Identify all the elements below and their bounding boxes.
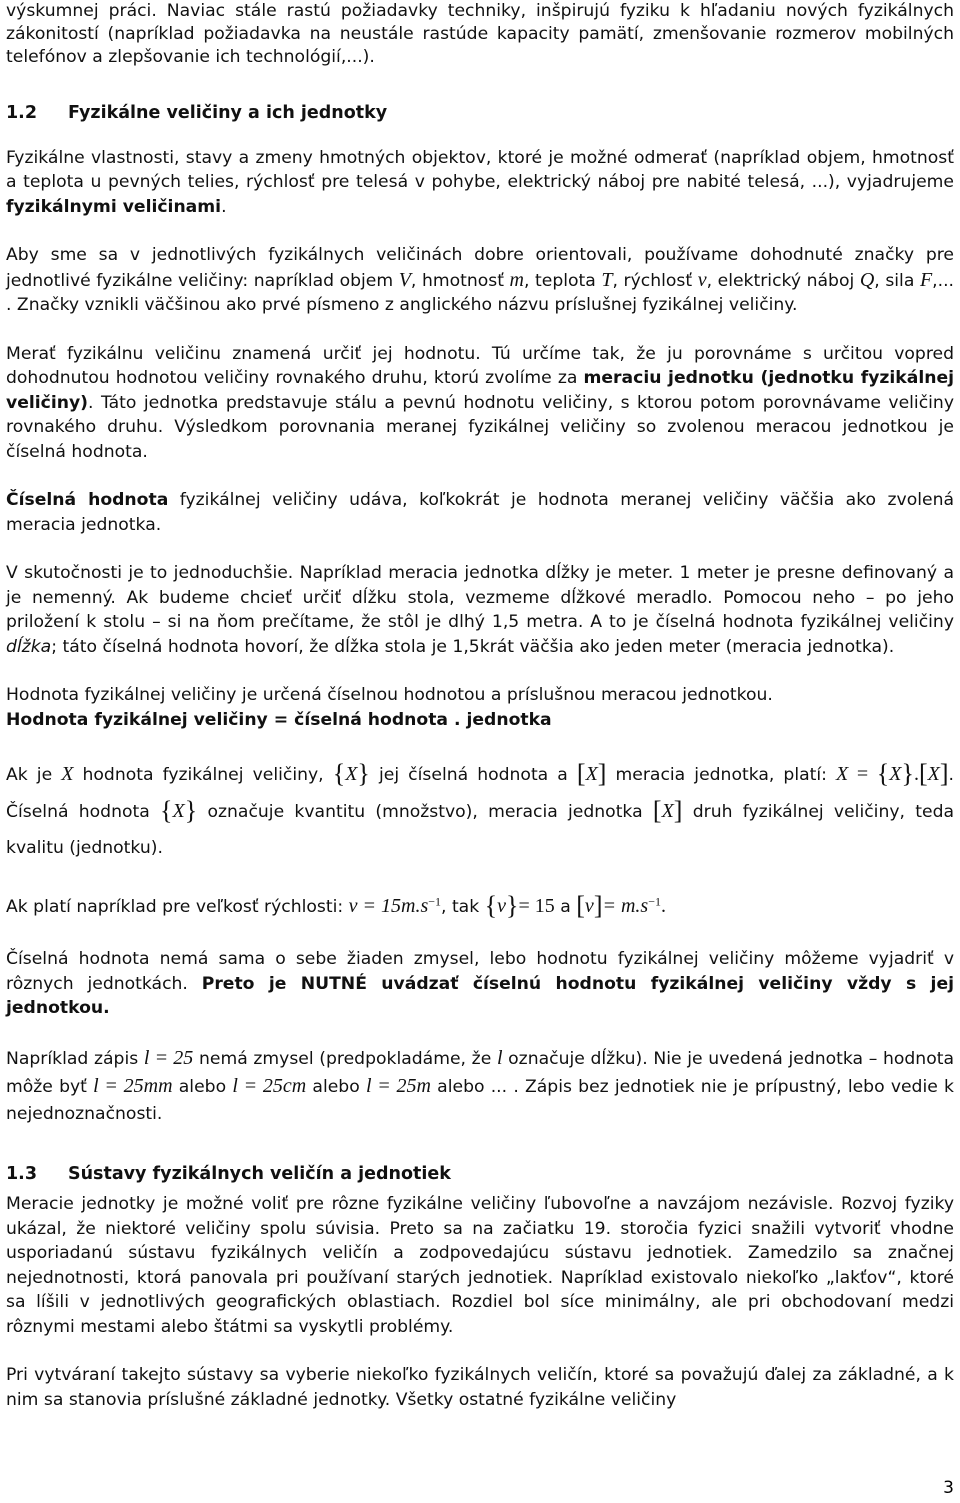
left-bracket: [: [918, 759, 928, 788]
text: Číselná hodnota nemá sama o sebe žiaden zmysel, lebo hodnotu fyzikálnej veličiny môžeme vyjadriť v rôznych jednotkách.: [6, 949, 954, 994]
paragraph-value-definition: [6, 683, 954, 732]
symbol-X: X: [661, 800, 674, 822]
text: Ak je: [6, 765, 62, 785]
text: jej číselná hodnota a: [369, 765, 577, 785]
section-title: Sústavy fyzikálnych veličín a jednotiek: [68, 1163, 451, 1184]
formula-l25cm: l = 25cm: [232, 1074, 307, 1097]
formula-l25: l = 25: [143, 1046, 194, 1069]
section-number: 1.2: [6, 103, 38, 123]
equals-sign: =: [848, 763, 877, 785]
section-1-3-heading: [6, 1162, 954, 1187]
italic-term: dĺžka: [6, 636, 52, 657]
symbol-X: X: [927, 763, 940, 785]
right-bracket: ]: [673, 796, 683, 825]
formula-unit: = m.s: [602, 895, 649, 917]
text: Hodnota fyzikálnej veličiny je určená číselnou hodnotou a príslušnou meracou jednotkou.: [6, 685, 773, 705]
symbol-m: m: [509, 268, 524, 291]
text: hodnota fyzikálnej veličiny,: [73, 765, 333, 785]
right-brace: }: [506, 891, 519, 920]
text: V skutočnosti je to jednoduchšie. Napríklad meracia jednotka dĺžky je meter. 1 meter je presne definovaný a je nemenný. Ak budeme chcieť určiť dĺžku stola, vezmeme dĺžkové meradlo. Pomocou neho – po jeho priložení k stolu – si na ňom prečítame, že stôl je dlhý 1,5 metra. A to je číselná hodnota fyzikálnej veličiny: [6, 563, 954, 632]
left-brace: {: [484, 891, 498, 920]
page-number: 3: [943, 1478, 954, 1498]
right-brace: }: [357, 759, 370, 788]
intro-paragraph: výskumnej práci. Naviac stále rastú požiadavky techniky, inšpirujú fyziku k hľadaniu nových fyzikálnych zákonitostí (napríklad požiadavka na neustále rastúde kapacity pamätí, zmenšovanie rozmerov mobilných telefónov a zlepšovanie ich technológií,...).: [6, 1, 954, 67]
text: ,... . Značky vznikli väčšinou ako prvé písmeno z anglického názvu príslušnej fyzikálnej veličiny.: [6, 270, 955, 315]
text: označuje kvantitu (množstvo), meracia jednotka: [197, 802, 653, 822]
paragraph-measuring: [6, 342, 954, 465]
text: nemá zmysel (predpokladáme, že: [193, 1048, 497, 1069]
text: Napríklad zápis: [6, 1048, 144, 1069]
key-formula: Hodnota fyzikálnej veličiny = číselná hodnota . jednotka: [6, 709, 552, 730]
paragraph-numeric-value: [6, 488, 954, 537]
text: druh fyzikálnej veličiny, teda kvalitu (jednotku).: [6, 802, 955, 858]
left-bracket: [: [652, 796, 662, 825]
text: , sila: [874, 270, 920, 291]
text: meracia jednotka, platí:: [606, 765, 837, 785]
symbol-v: v: [584, 895, 594, 917]
paragraph-length-example: [6, 1045, 954, 1128]
left-bracket: [: [576, 759, 586, 788]
right-bracket: ]: [939, 759, 949, 788]
right-bracket: ]: [593, 891, 603, 920]
text: ; táto číselná hodnota hovorí, že dĺžka stola je 1,5krát väčšia ako jeden meter (meracia jednotka).: [51, 636, 895, 657]
text: , tak: [441, 897, 485, 917]
paragraph-velocity-example: [6, 890, 954, 923]
text: alebo: [172, 1076, 233, 1097]
period: .: [661, 895, 666, 917]
emphasis: Preto je NUTNÉ uvádzať číselnú hodnotu fyzikálnej veličiny vždy s jej jednotkou.: [6, 973, 954, 1018]
symbol-X: X: [836, 763, 849, 785]
text: Ak platí napríklad pre veľkosť rýchlosti:: [6, 897, 349, 917]
text: označuje dĺžku). Nie je uvedená jednotka – hodnota môže byť: [6, 1048, 954, 1097]
paragraph-symbols: [6, 243, 954, 318]
left-brace: {: [332, 759, 346, 788]
exponent: −1: [648, 894, 661, 909]
section-title: Fyzikálne veličiny a ich jednotky: [68, 103, 388, 123]
dot-operator: .: [913, 763, 919, 785]
paragraph-notation: [6, 756, 954, 866]
emphasis: fyzikálnymi veličinami: [6, 196, 222, 217]
section-1-2-heading: [6, 101, 954, 126]
text: alebo: [306, 1076, 366, 1097]
paragraph-base-quantities: Pri vytváraní takejto sústavy sa vyberie niekoľko fyzikálnych veličín, ktoré sa považujú ďalej za základné, a k nim sa stanovia príslušné základné jednotky. Všetky ostatné fyzikálne veličiny: [6, 1365, 954, 1410]
right-brace: }: [901, 759, 914, 788]
symbol-V: V: [398, 268, 411, 291]
symbol-v: v: [497, 895, 507, 917]
symbol-F: F: [919, 268, 933, 291]
text: Fyzikálne vlastnosti, stavy a zmeny hmotných objektov, ktoré je možné odmerať (napríklad objem, hmotnosť a teplota u pevných telies, rýchlosť pre telesá v pohybe, elektrický náboj pre nabité telesá, ...), vyjadrujeme: [6, 147, 954, 192]
text: a: [554, 897, 577, 917]
text: Merať fyzikálnu veličinu znamená určiť jej hodnotu. Tú určíme tak, že ju porovnáme s určitou vopred dohodnutou hodnotou veličiny rovnakého druhu, ktorú zvolíme za: [6, 343, 954, 388]
text: , rýchlosť: [612, 270, 698, 291]
right-bracket: ]: [597, 759, 607, 788]
symbol-Q: Q: [859, 268, 875, 291]
symbol-X: X: [61, 763, 74, 785]
formula-l25mm: l = 25mm: [93, 1074, 173, 1097]
formula-numeric: = 15: [518, 895, 555, 917]
text: . Táto jednotka predstavuje stálu a pevnú hodnotu veličiny, s ktorou potom porovnávame veličiny rovnakého druhu. Výsledkom porovnania meranej fyzikálnej veličiny so zvolenou meracou jednotkou je číselná hodnota.: [6, 392, 954, 462]
symbol-X: X: [889, 763, 902, 785]
left-brace: {: [876, 759, 890, 788]
text: alebo ... . Zápis bez jednotiek nie je prípustný, lebo vedie k nejednoznačnosti.: [6, 1076, 954, 1124]
text: Aby sme sa v jednotlivých fyzikálnych veličinách dobre orientovali, používame dohodnuté značky pre jednotlivé fyzikálne veličiny: napríklad objem: [6, 245, 954, 291]
text: fyzikálnej veličiny udáva, koľkokrát je hodnota meranej veličiny väčšia ako zvolená meracia jednotka.: [6, 490, 955, 535]
paragraph-quantities-definition: [6, 146, 954, 220]
text: , elektrický náboj: [706, 270, 860, 291]
symbol-X: X: [585, 763, 598, 785]
symbol-l: l: [496, 1046, 503, 1069]
left-brace: {: [160, 796, 173, 825]
symbol-T: T: [601, 268, 613, 291]
paragraph-unit-systems: Meracie jednotky je možné voliť pre rôzne fyzikálne veličiny ľubovoľne a navzájom nezávisle. Rozvoj fyziky ukázal, že niektoré veličiny spolu súvisia. Preto sa na začiatku 19. storočia fyzici snažili vytvoriť vhodne usporiadanú sústavu fyzikálnych veličín a zodpovedajúcu sústavu jednotiek. Zamedzilo sa značnej nejednotnosti, ktorá panovala pri používaní starých jednotiek. Napríklad existovalo niekoľko „lakťov“, ktoré sa líšili v jednotlivých geografických oblastiach. Rozdiel bol síce minimálny, ale pri obchodovaní medzi rôznymi mestami alebo štátmi sa vyskytli problémy.: [6, 1194, 954, 1337]
document-page: [6, 0, 954, 1412]
symbol-X: X: [172, 800, 185, 822]
paragraph-unit-required: [6, 947, 954, 1021]
paragraph-example-meter: [6, 561, 954, 659]
text: , teplota: [523, 270, 602, 291]
right-brace: }: [184, 796, 198, 825]
formula-velocity: v = 15m.s: [348, 895, 429, 917]
text: , hmotnosť: [410, 270, 510, 291]
emphasis: meraciu jednotku (jednotku fyzikálnej veličiny): [6, 368, 954, 413]
exponent: −1: [428, 894, 442, 909]
left-bracket: [: [576, 891, 585, 920]
symbol-v: v: [697, 268, 707, 291]
text: . Číselná hodnota: [6, 765, 954, 822]
formula-l25m: l = 25m: [365, 1074, 431, 1097]
emphasis: Číselná hodnota: [6, 490, 169, 510]
text: .: [221, 196, 227, 217]
symbol-X: X: [345, 763, 358, 785]
section-number: 1.3: [6, 1163, 38, 1184]
